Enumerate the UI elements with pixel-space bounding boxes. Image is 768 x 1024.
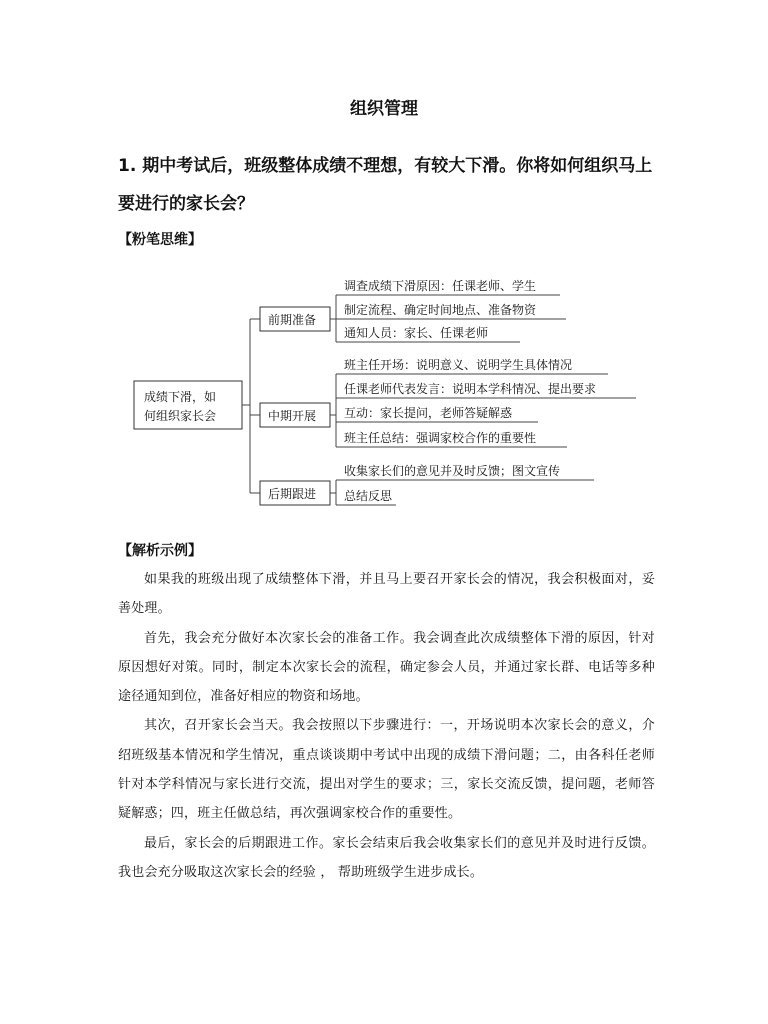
prep-item: 通知人员：家长、任课老师 — [344, 326, 489, 340]
section-heading-thinking: 【粉笔思维】 — [118, 232, 202, 248]
answer-paragraph: 首先，我会充分做好本次家长会的准备工作。我会调查此次成绩整体下滑的原因，针对原因想好对策。同时，制定本次家长会的流程，确定参会人员，并通过家长群、电话等多种途径通知到位，准备好相应的物资和场地。 — [118, 630, 655, 705]
during-item: 班主任总结：强调家校合作的重要性 — [344, 431, 537, 445]
root-label-line1: 成绩下滑，如 — [144, 390, 217, 404]
prep-item: 制定流程、确定时间地点、准备物资 — [344, 303, 537, 317]
during-item: 任课老师代表发言：说明本学科情况、提出要求 — [344, 382, 597, 396]
root-label-line2: 何组织家长会 — [144, 409, 217, 423]
branch-label-follow: 后期跟进 — [268, 487, 317, 501]
mind-map — [120, 258, 650, 520]
answer-body — [118, 565, 655, 887]
answer-paragraph: 如果我的班级出现了成绩整体下滑，并且马上要召开家长会的情况，我会积极面对，妥善处理。 — [118, 572, 655, 617]
during-item: 互动：家长提问，老师答疑解惑 — [344, 406, 513, 420]
follow-item: 总结反思 — [344, 489, 393, 503]
root-connector — [242, 319, 260, 493]
page-title: 组织管理 — [350, 99, 418, 119]
branch-label-during: 中期开展 — [268, 409, 317, 423]
branch-label-prep: 前期准备 — [268, 313, 317, 327]
section-heading-example: 【解析示例】 — [118, 543, 202, 559]
answer-paragraph: 最后，家长会的后期跟进工作。家长会结束后我会收集家长们的意见并及时进行反馈。我也会充分吸取这次家长会的经验 ， 帮助班级学生进步成长。 — [118, 835, 655, 880]
follow-item: 收集家长们的意见并及时反馈；图文宣传 — [344, 464, 561, 478]
during-item: 班主任开场：说明意义、说明学生具体情况 — [344, 358, 573, 372]
answer-paragraph: 其次，召开家长会当天。我会按照以下步骤进行：一，开场说明本次家长会的意义，介绍班级基本情况和学生情况，重点谈谈期中考试中出现的成绩下滑问题；二，由各科任老师针对本学科情况与家长进行交流，提出对学生的要求；三，家长交流反馈，提问题，老师答疑解惑；四，班主任做总结，再次强调家校合作的重要性。 — [118, 718, 655, 822]
question-text: 1. 期中考试后，班级整体成绩不理想，有较大下滑。你将如何组织马上要进行的家长会？ — [118, 156, 653, 214]
prep-item: 调查成绩下滑原因：任课老师、学生 — [344, 279, 537, 293]
